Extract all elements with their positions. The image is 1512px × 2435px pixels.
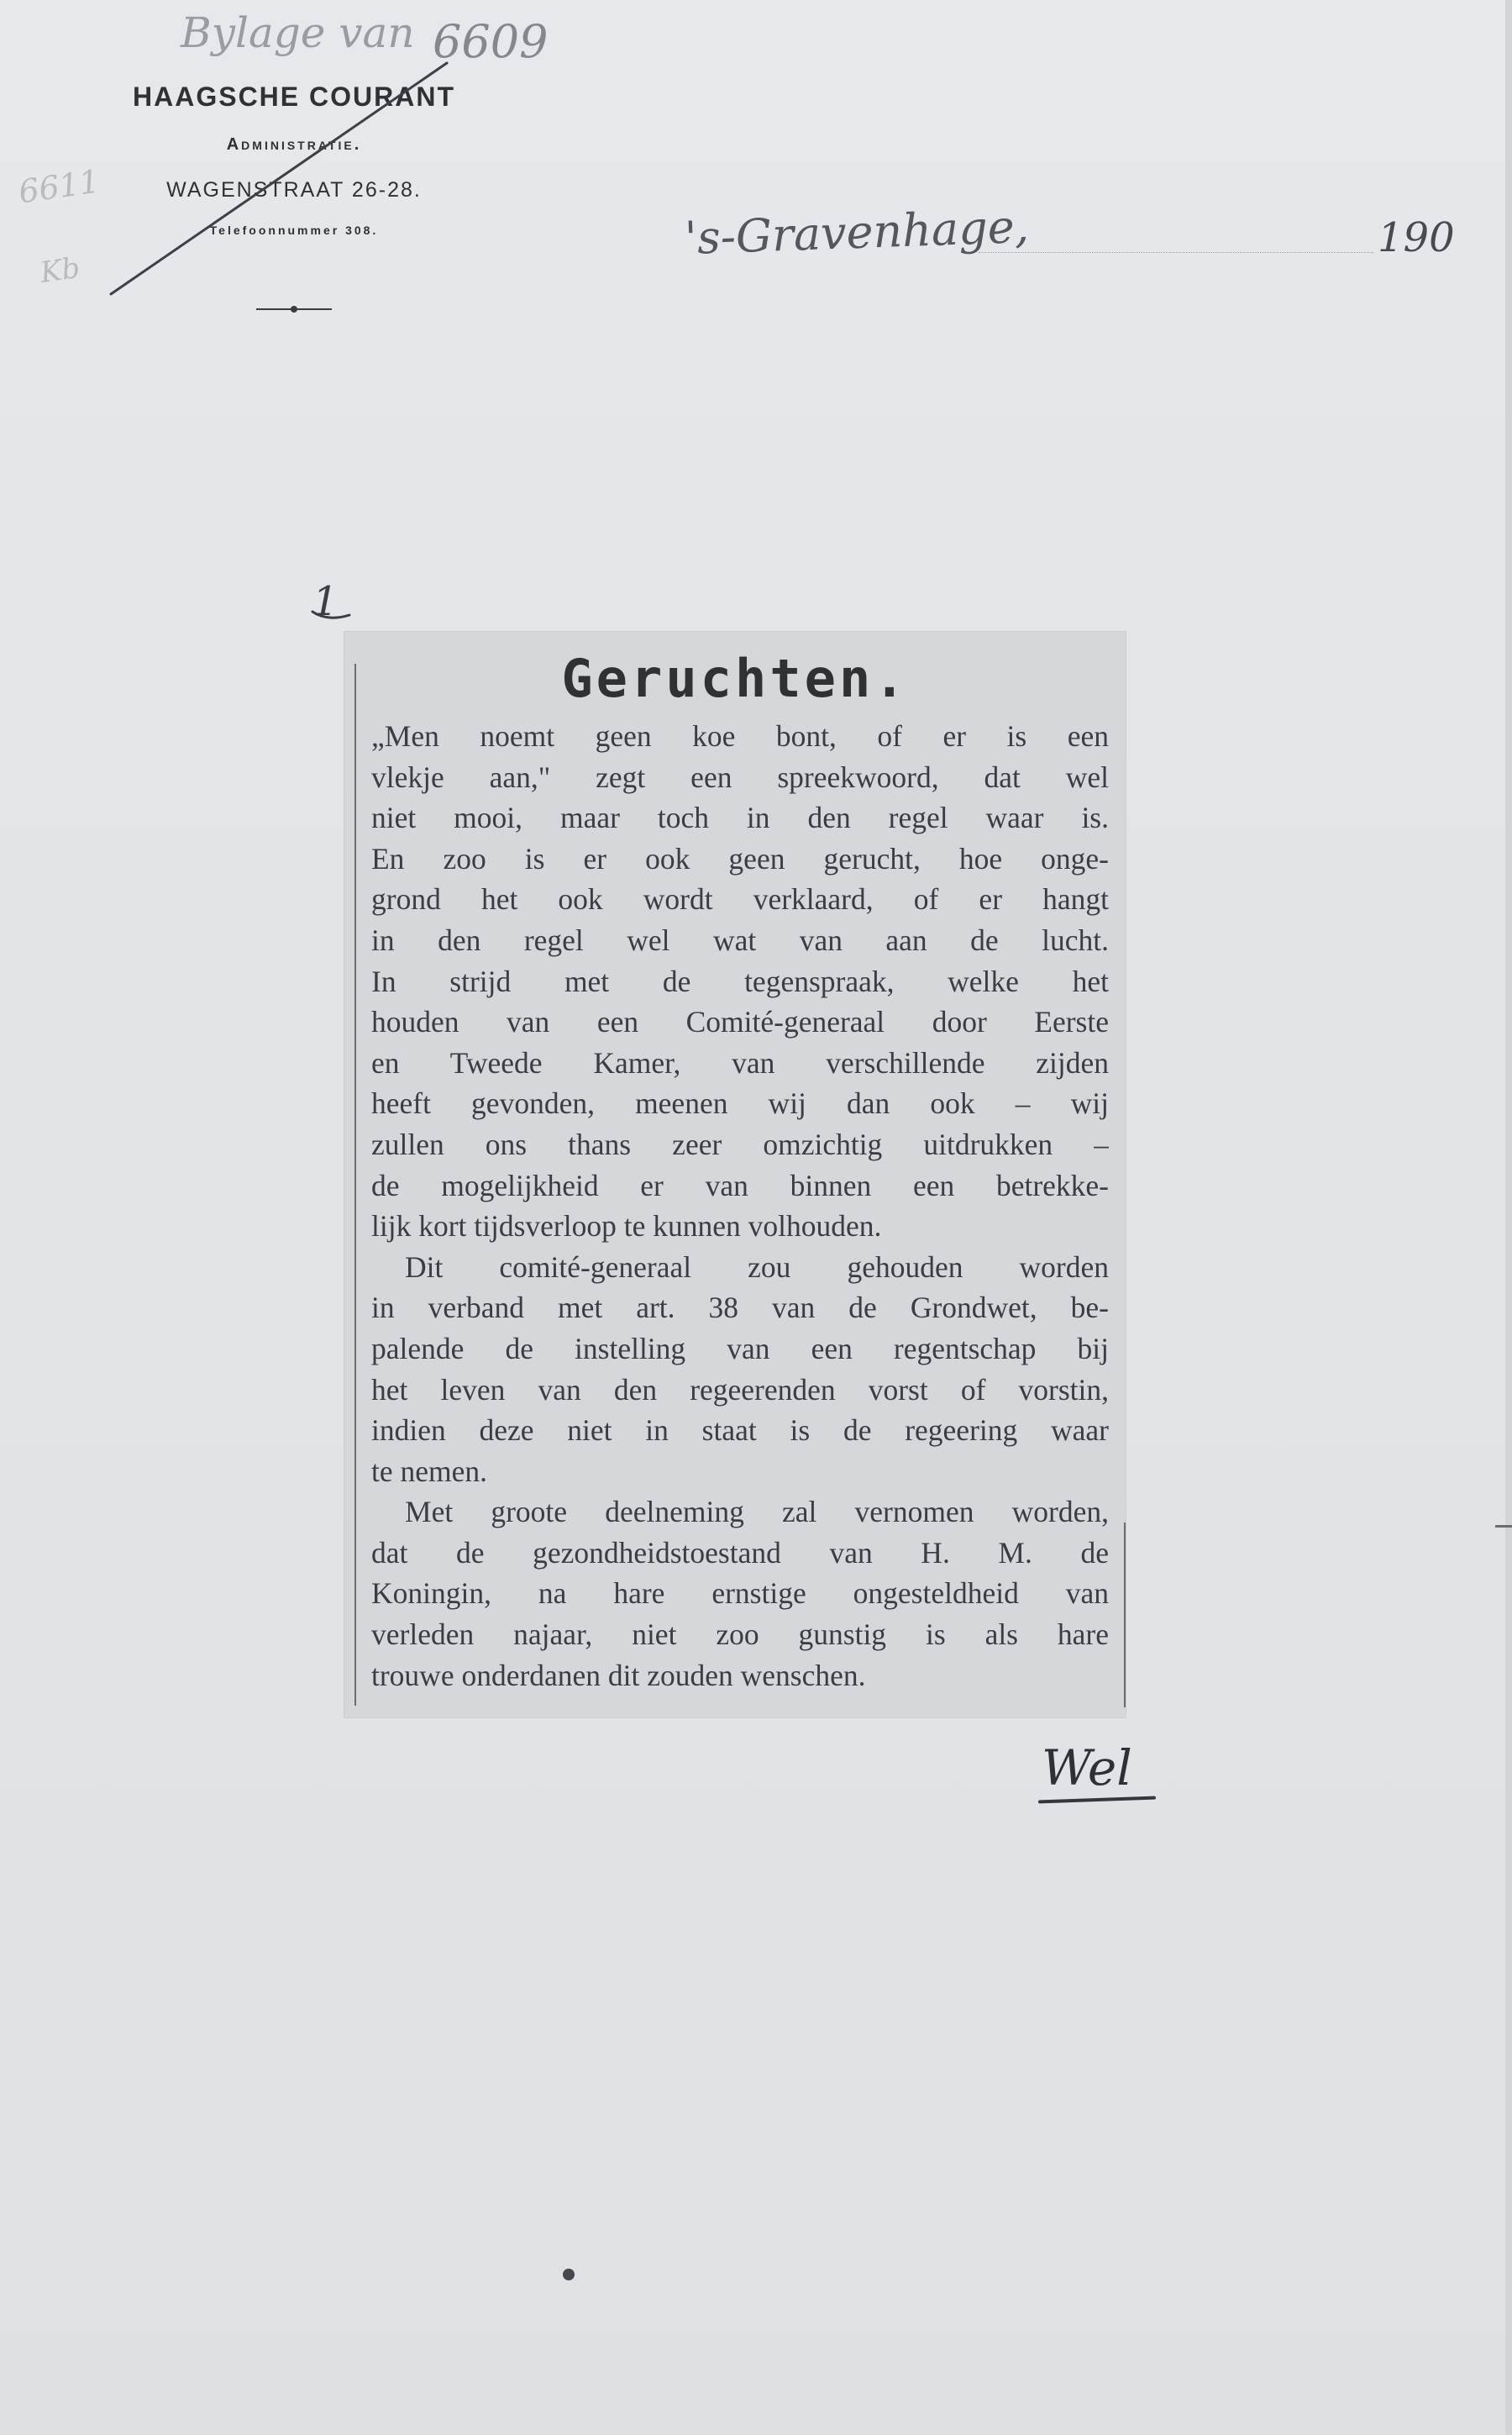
letterhead-street: WAGENSTRAAT 26-28. bbox=[166, 178, 422, 202]
article-line: vlekje aan," zegt een spreekwoord, dat wel bbox=[371, 760, 1109, 794]
edge-mark bbox=[1495, 1525, 1512, 1528]
article-line: lijk kort tijdsverloop te kunnen volhouden. bbox=[371, 1209, 882, 1244]
handwritten-page-mark: 1 bbox=[312, 578, 339, 625]
handwritten-year: 190 bbox=[1378, 214, 1455, 261]
handwritten-signature: Wel bbox=[1042, 1739, 1132, 1796]
article-line: de mogelijkheid er van binnen een betrekke- bbox=[371, 1168, 1109, 1202]
article-line: grond het ook wordt verklaard, of er hangt bbox=[371, 882, 1109, 917]
article-line: Met groote deelneming zal vernomen worden, bbox=[405, 1495, 1109, 1529]
article-line: Koningin, na hare ernstige ongesteldheid van bbox=[371, 1576, 1109, 1611]
article-title: Geruchten. bbox=[561, 648, 909, 709]
article-line: het leven van den regeerenden vorst of vorstin, bbox=[371, 1372, 1109, 1407]
handwritten-annex-note: Bylage van bbox=[181, 8, 415, 57]
article-line: en Tweede Kamer, van verschillende zijden bbox=[371, 1045, 1109, 1080]
article-line: „Men noemt geen koe bont, of er is een bbox=[371, 719, 1109, 753]
mark-underline bbox=[311, 607, 353, 623]
clipping-column-rule-right bbox=[1124, 1523, 1126, 1707]
article-line: houden van een Comité-generaal door Eerste bbox=[371, 1005, 1109, 1039]
article-line: palende de instelling van een regentschap bij bbox=[371, 1331, 1109, 1365]
ink-dot bbox=[563, 2269, 575, 2280]
article-body bbox=[371, 716, 1109, 1696]
newspaper-clipping bbox=[344, 632, 1126, 1717]
article-line: dat de gezondheidstoestand van H. M. de bbox=[371, 1535, 1109, 1570]
article-line: niet mooi, maar toch in den regel waar is. bbox=[371, 801, 1109, 835]
clipping-column-rule bbox=[354, 664, 356, 1706]
pen-strike-line bbox=[101, 50, 487, 302]
handwritten-margin-number: 6611 bbox=[16, 162, 102, 211]
article-line: heeft gevonden, meenen wij dan ook – wij bbox=[371, 1086, 1109, 1121]
article-line: zullen ons thans zeer omzichtig uitdrukken – bbox=[371, 1127, 1109, 1161]
article-line: in den regel wel wat van aan de lucht. bbox=[371, 923, 1109, 957]
handwritten-annex-number: 6609 bbox=[433, 15, 549, 68]
letterhead-name: HAAGSCHE COURANT bbox=[133, 82, 455, 112]
article-line: En zoo is er ook geen gerucht, hoe onge- bbox=[371, 841, 1109, 876]
article-line: indien deze niet in staat is de regeering waar bbox=[371, 1413, 1109, 1448]
handwritten-place: 's-Gravenhage, bbox=[684, 199, 1030, 266]
letterhead-department: Administratie. bbox=[226, 135, 362, 154]
article-line: verleden najaar, niet zoo gunstig is als hare bbox=[371, 1617, 1109, 1652]
handwritten-margin-initials: Kb bbox=[38, 250, 82, 291]
article-line: Dit comité-generaal zou gehouden worden bbox=[405, 1249, 1109, 1284]
date-dotted-line bbox=[979, 252, 1373, 253]
letterhead-phone: Telefoonnummer 308. bbox=[209, 224, 379, 237]
article-line: trouwe onderdanen dit zouden wenschen. bbox=[371, 1658, 866, 1692]
article-line: te nemen. bbox=[371, 1454, 487, 1488]
ornament-icon bbox=[256, 302, 332, 316]
page-edge bbox=[1505, 0, 1512, 2435]
article-line: In strijd met de tegenspraak, welke het bbox=[371, 964, 1109, 998]
article-line: in verband met art. 38 van de Grondwet, be- bbox=[371, 1291, 1109, 1325]
